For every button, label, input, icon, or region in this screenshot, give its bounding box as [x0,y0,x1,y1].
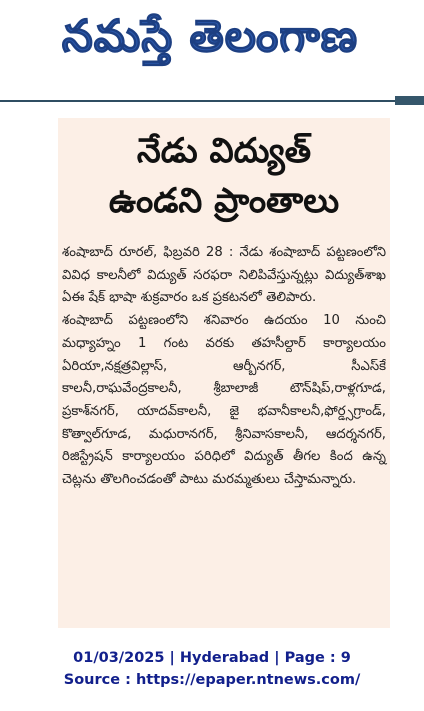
edition-city: Hyderabad [179,650,270,666]
separator: | [274,650,285,666]
masthead-divider-block [395,96,424,105]
newspaper-logo: నమస్తే తెలంగాణ [61,11,359,62]
news-article-clipping [58,118,390,628]
publication-date: 01/03/2025 [73,650,165,666]
article-paragraph-2: శంషాబాద్ పట్టణంలోని శనివారం ఉదయం 10 నుంచి మధ్యాహ్నం 1 గంట వరకు తహసీల్దార్ కార్యాలయం ఏరియా,నక్షత్రవిల్లాస్, ఆర్బీనగర్, సీఎస్‌కే కాలనీ,రాఘవేంద్రకాలనీ, శ్రీబాలాజీ టౌన్‌షిప్,రాళ్లగూడ, ప్రకాశ్‌నగర్, యాదవ్‌కాలనీ, జై భవానీకాలనీ,ఫోర్డ్సగ్రాండ్, కొత్వాల్‌గూడ, మధురానగర్, శ్రీనివాసకాలనీ, ఆదర్శనగర్, రిజిస్ట్రేషన్ కార్యాలయం పరిధిలో విద్యుత్ తీగల కింద ఉన్న చెట్లను తొలగించడంతో పాటు మరమ్మతులు చేస్తామన్నారు. [62,313,386,488]
article-body [62,242,386,492]
headline-line-1: నేడు విద్యుత్ [136,131,312,171]
page-number: Page : 9 [284,650,351,666]
source-line [0,672,424,688]
article-headline [58,126,390,226]
article-paragraph-1: శంషాబాద్ రూరల్, ఫిబ్రవరి 28 : నేడు శంషాబాద్ పట్టణంలోని వివిధ కాలనీలో విద్యుత్ సరఫరా నిలిపివేస్తున్నట్లు విద్యుత్‌శాఖ ఏఈ షేక్ భాషా శుక్రవారం ఒక ప్రకటనలో తెలిపారు. [62,245,386,306]
clipping-metadata [0,650,424,666]
source-url[interactable]: https://epaper.ntnews.com/ [135,672,361,688]
masthead [0,0,424,82]
masthead-divider [0,100,395,102]
source-label: Source : [63,672,136,688]
headline-line-2: ఉండని ప్రాంతాలు [108,181,340,221]
separator: | [169,650,180,666]
